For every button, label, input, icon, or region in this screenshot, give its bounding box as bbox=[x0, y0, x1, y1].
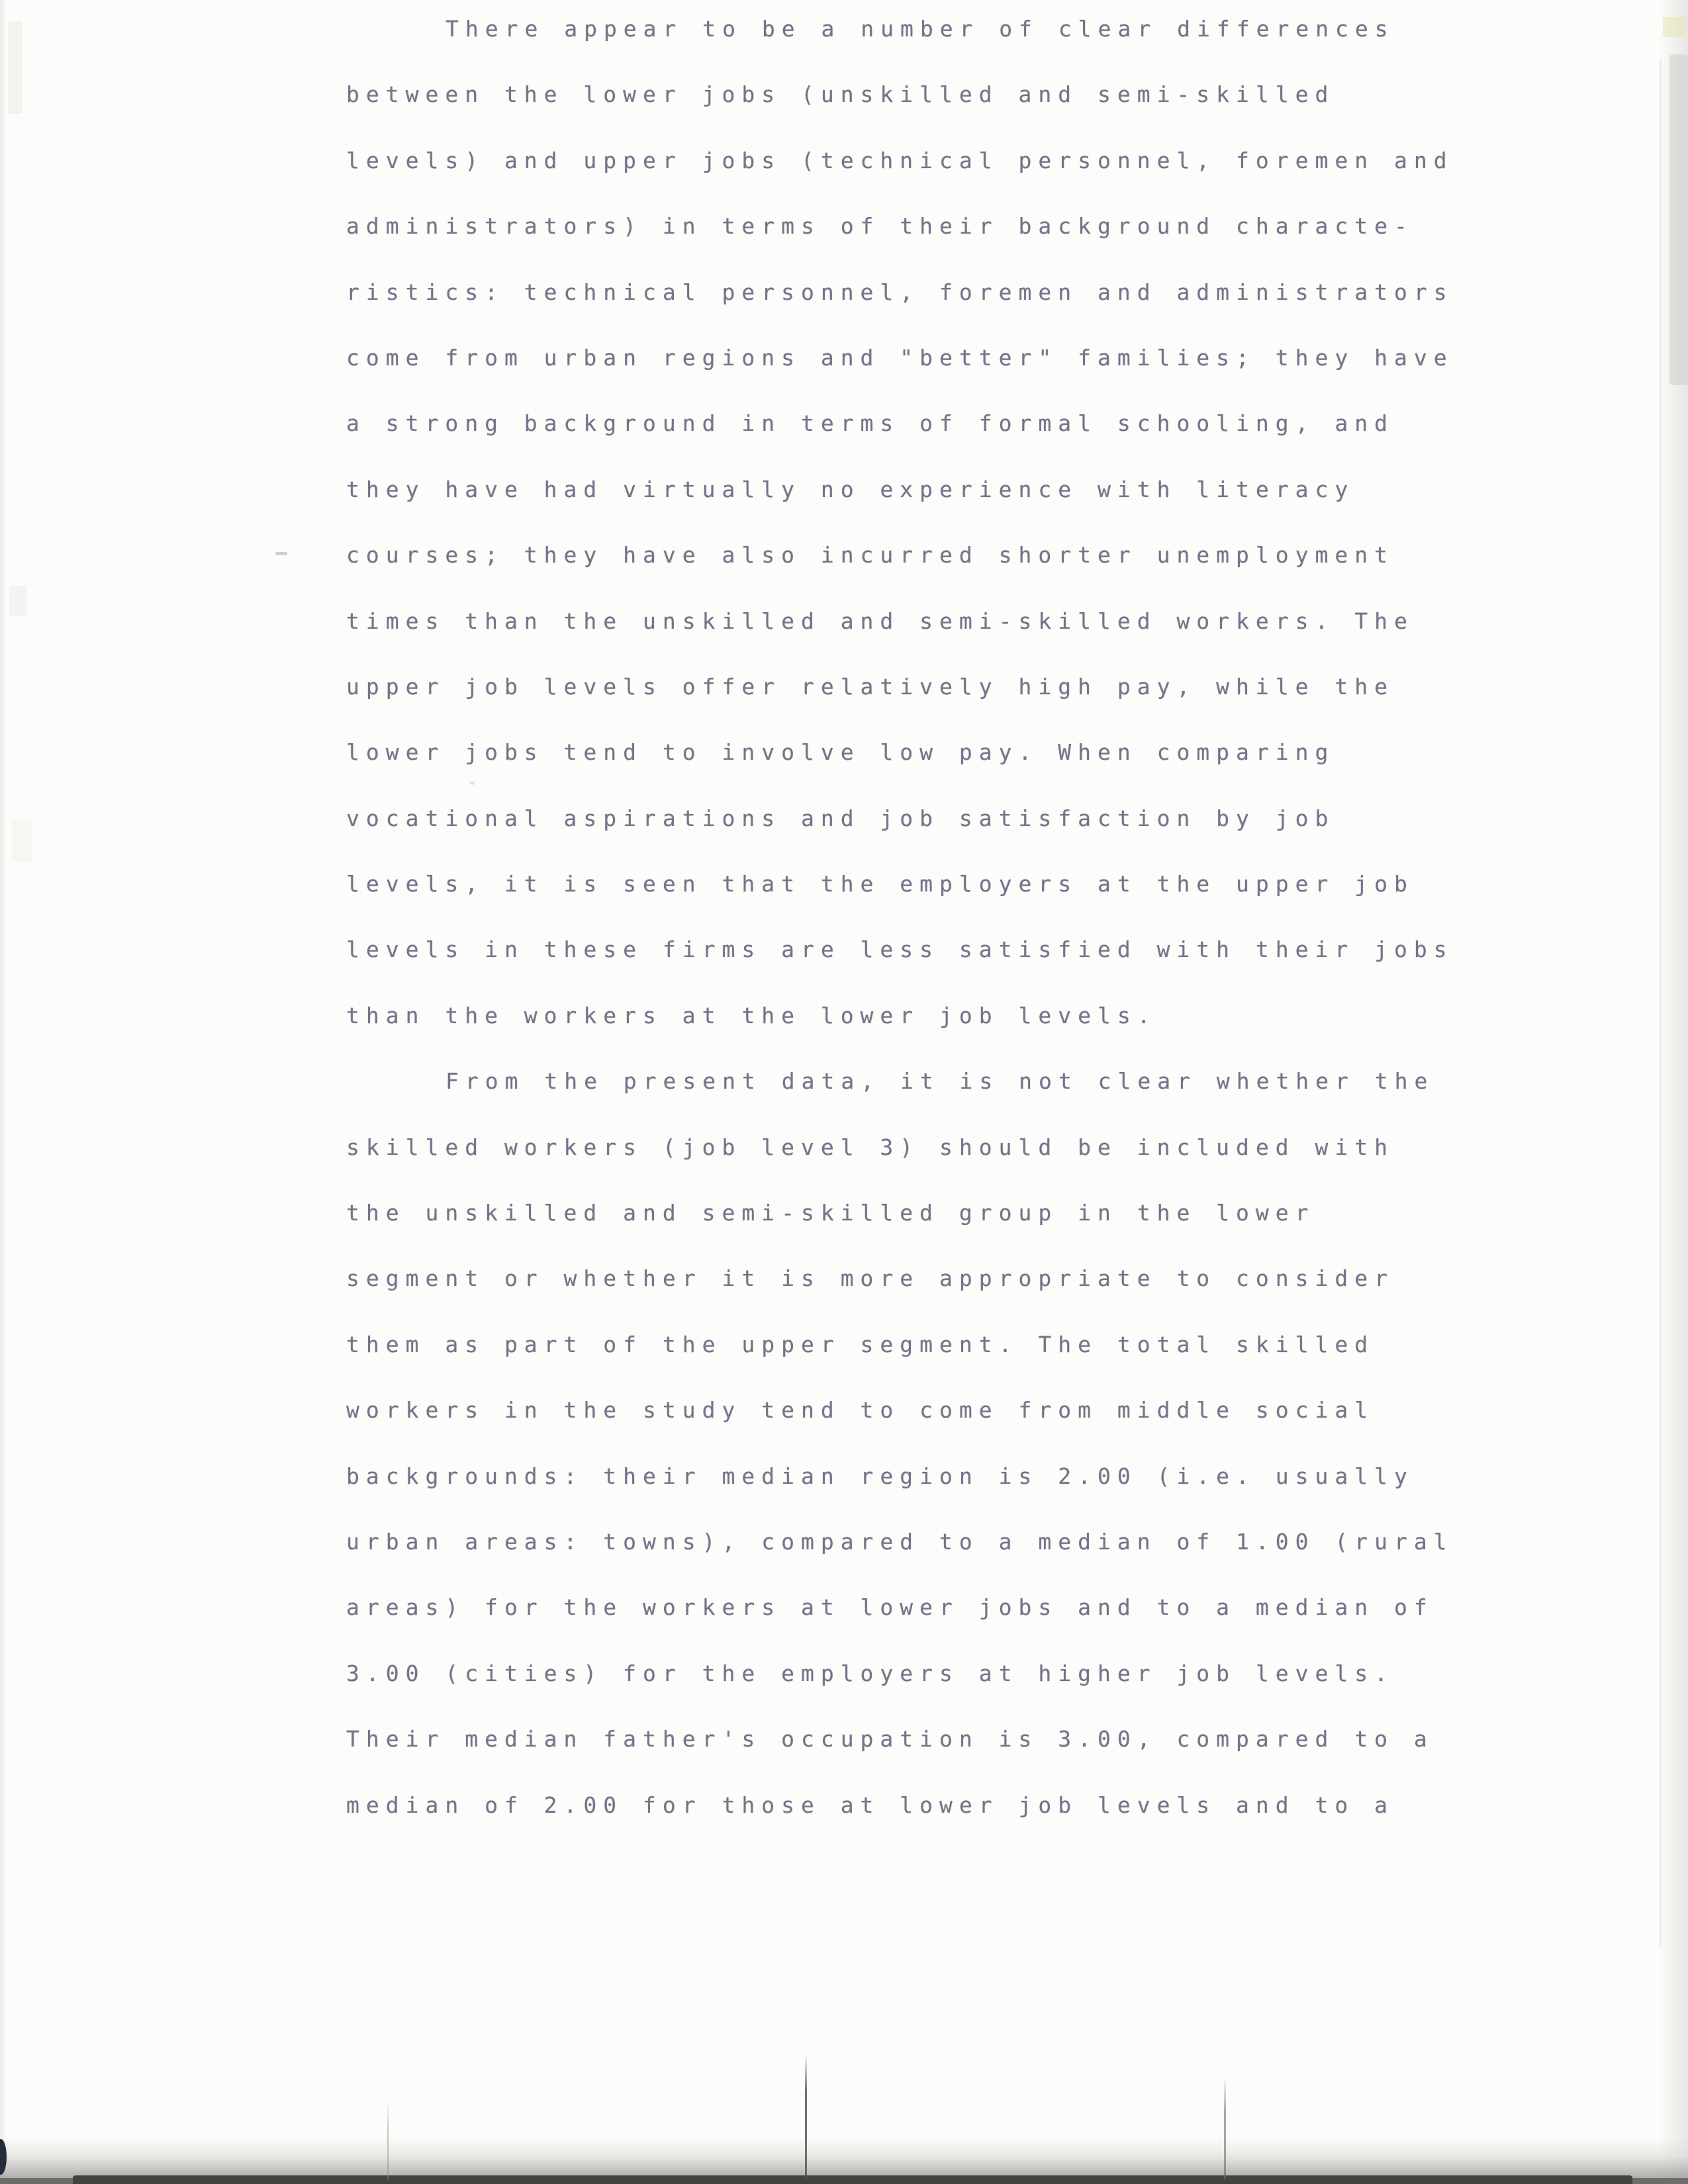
text-line: the unskilled and semi-skilled group in the lower bbox=[346, 1200, 1315, 1226]
fold-crease-line bbox=[805, 2054, 807, 2179]
page-left-edge-shadow bbox=[0, 0, 7, 2184]
text-line: median of 2.00 for those at lower job levels and to a bbox=[346, 1792, 1394, 1818]
text-line: 3.00 (cities) for the employers at higher job levels. bbox=[346, 1660, 1394, 1686]
text-line: they have had virtually no experience with literacy bbox=[346, 476, 1355, 502]
fold-crease-line bbox=[387, 2100, 389, 2179]
text-line: workers in the study tend to come from middle social bbox=[346, 1397, 1375, 1424]
text-line: skilled workers (job level 3) should be included with bbox=[346, 1134, 1394, 1160]
text-line: them as part of the upper segment. The total skilled bbox=[346, 1331, 1375, 1357]
scan-smudge-top-left bbox=[8, 21, 23, 114]
bottom-scan-line bbox=[0, 2178, 1688, 2184]
typewritten-text bbox=[346, 0, 1524, 1838]
bottom-scan-bar bbox=[73, 2175, 1632, 2184]
text-line: Their median father's occupation is 3.00, compared to a bbox=[346, 1726, 1434, 1752]
text-line: There appear to be a number of clear differences bbox=[445, 16, 1395, 42]
stray-dash-mark bbox=[275, 552, 287, 555]
corner-ink-mark bbox=[0, 2139, 7, 2175]
text-line: From the present data, it is not clear whether the bbox=[445, 1068, 1434, 1095]
text-line: than the workers at the lower job levels. bbox=[346, 1002, 1157, 1028]
scan-smudge-left-margin bbox=[9, 586, 26, 616]
text-line: vocational aspirations and job satisfaction by job bbox=[346, 805, 1335, 831]
text-line: urban areas: towns), compared to a median of 1.00 (rural bbox=[346, 1528, 1454, 1555]
text-line: ristics: technical personnel, foremen and administrators bbox=[346, 279, 1454, 305]
text-line: courses; they have also incurred shorter unemployment bbox=[346, 542, 1394, 569]
text-line: upper job levels offer relatively high pay, while the bbox=[346, 673, 1394, 700]
text-line: lower jobs tend to involve low pay. When comparing bbox=[346, 739, 1335, 766]
text-line: levels, it is seen that the employers at the upper job bbox=[346, 871, 1414, 897]
page-right-edge-line bbox=[1660, 60, 1662, 1946]
text-line: come from urban regions and "better" families; they have bbox=[346, 344, 1454, 371]
text-line: administrators) in terms of their background characte- bbox=[346, 213, 1414, 240]
text-line: a strong background in terms of formal schooling, and bbox=[346, 410, 1394, 437]
scan-shadow-top-right bbox=[1669, 54, 1688, 385]
text-line: backgrounds: their median region is 2.00 (i.e. usually bbox=[346, 1463, 1414, 1489]
text-line: areas) for the workers at lower jobs and to a median of bbox=[346, 1594, 1434, 1621]
text-line: times than the unskilled and semi-skilled workers. The bbox=[346, 608, 1414, 634]
text-line: segment or whether it is more appropriate to consider bbox=[346, 1265, 1394, 1292]
scan-smudge-left-margin bbox=[12, 819, 32, 862]
text-line: levels in these firms are less satisfied with their jobs bbox=[346, 936, 1454, 963]
bottom-scan-gradient bbox=[0, 2138, 1688, 2179]
text-line: levels) and upper jobs (technical personnel, foremen and bbox=[346, 147, 1454, 173]
scan-tint-top-right bbox=[1663, 17, 1685, 37]
fold-crease-line bbox=[1224, 2077, 1226, 2179]
text-line: between the lower jobs (unskilled and semi-skilled bbox=[346, 81, 1335, 108]
page-right-edge-shadow bbox=[1659, 0, 1688, 2184]
